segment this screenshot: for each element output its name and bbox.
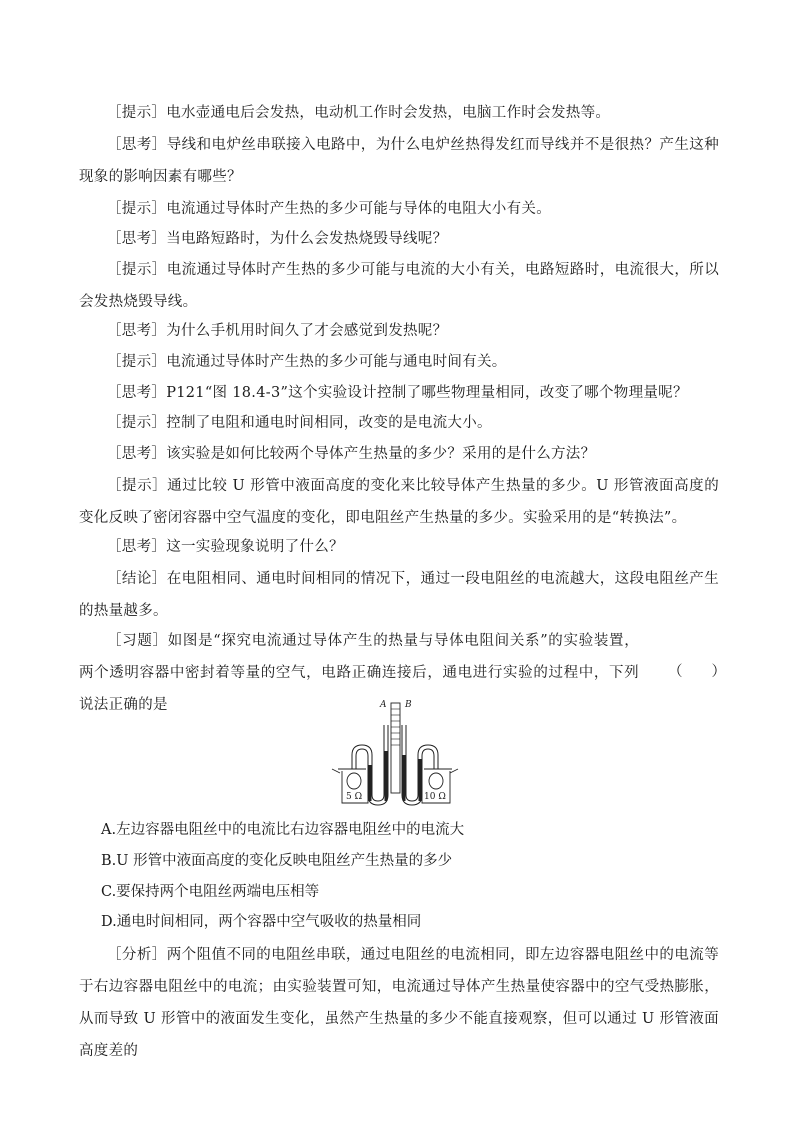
paragraph-conclusion: ［结论］在电阻相同、通电时间相同的情况下，通过一段电阻丝的电流越大，这段电阻丝产生的热量越多。 bbox=[79, 571, 719, 619]
u-tube-apparatus-diagram bbox=[330, 695, 460, 807]
paragraph-hint-6: ［提示］通过比较 U 形管中液面高度的变化来比较导体产生热量的多少。U 形管液面高度的变化反映了密闭容器中空气温度的变化，即电阻丝产生热量的多少。实验采用的是“转换法”。 bbox=[79, 478, 719, 526]
paragraph-think-4: ［思考］P121“图 18.4-3”这个实验设计控制了哪些物理量相同，改变了哪个物理量呢？ bbox=[107, 385, 688, 401]
paragraph-think-3: ［思考］为什么手机用时间久了才会感觉到发热呢？ bbox=[107, 323, 448, 339]
label-a: A bbox=[380, 700, 387, 710]
paragraph-analysis: ［分析］两个阻值不同的电阻丝串联，通过电阻丝的电流相同，即左边容器电阻丝中的电流等于右边容器电阻丝中的电流；由实验装置可知，电流通过导体产生热量使容器中的空气受热膨胀，从而导致 U 形管中的液面发生变化，虽然产生热量的多少不能直接观察，但可以通过 U 形管液面高度差的 bbox=[79, 947, 719, 1059]
option-d: D.通电时间相同，两个容器中空气吸收的热量相同 bbox=[101, 914, 422, 930]
option-c: C.要保持两个电阻丝两端电压相等 bbox=[101, 884, 320, 900]
paragraph-think-2: ［思考］当电路短路时，为什么会发热烧毁导线呢？ bbox=[107, 231, 448, 247]
paragraph-think-6: ［思考］这一实验现象说明了什么？ bbox=[107, 539, 344, 555]
experiment-figure bbox=[330, 695, 460, 807]
right-resistor-label: 10 Ω bbox=[424, 792, 446, 802]
scale-ruler bbox=[391, 703, 400, 793]
left-resistor-label: 5 Ω bbox=[346, 792, 363, 802]
label-b: B bbox=[405, 700, 412, 710]
paragraph-hint-1: ［提示］电水壶通电后会发热，电动机工作时会发热，电脑工作时会发热等。 bbox=[107, 105, 611, 121]
paragraph-hint-4: ［提示］电流通过导体时产生热的多少可能与通电时间有关。 bbox=[107, 354, 507, 370]
paragraph-hint-5: ［提示］控制了电阻和通电时间相同，改变的是电流大小。 bbox=[107, 415, 492, 431]
paragraph-think-5: ［思考］该实验是如何比较两个导体产生热量的多少？采用的是什么方法？ bbox=[107, 446, 596, 462]
paragraph-exercise: ［习题］如图是“探究电流通过导体产生的热量与导体电阻间关系”的实验装置，两个透明容器中密封着等量的空气，电路正确连接后，通电进行实验的过程中，下列说法正确的是 bbox=[79, 633, 639, 713]
option-a: A.左边容器电阻丝中的电流比右边容器电阻丝中的电流大 bbox=[101, 822, 465, 838]
paragraph-think-1: ［思考］导线和电炉丝串联接入电路中，为什么电炉丝热得发红而导线并不是很热？产生这种现象的影响因素有哪些？ bbox=[79, 137, 719, 185]
answer-blank: （ ） bbox=[668, 664, 726, 680]
option-b: B.U 形管中液面高度的变化反映电阻丝产生热量的多少 bbox=[101, 853, 453, 869]
paragraph-hint-2: ［提示］电流通过导体时产生热的多少可能与导体的电阻大小有关。 bbox=[107, 201, 551, 217]
paragraph-hint-3: ［提示］电流通过导体时产生热的多少可能与电流的大小有关，电路短路时，电流很大，所以会发热烧毁导线。 bbox=[79, 262, 719, 310]
